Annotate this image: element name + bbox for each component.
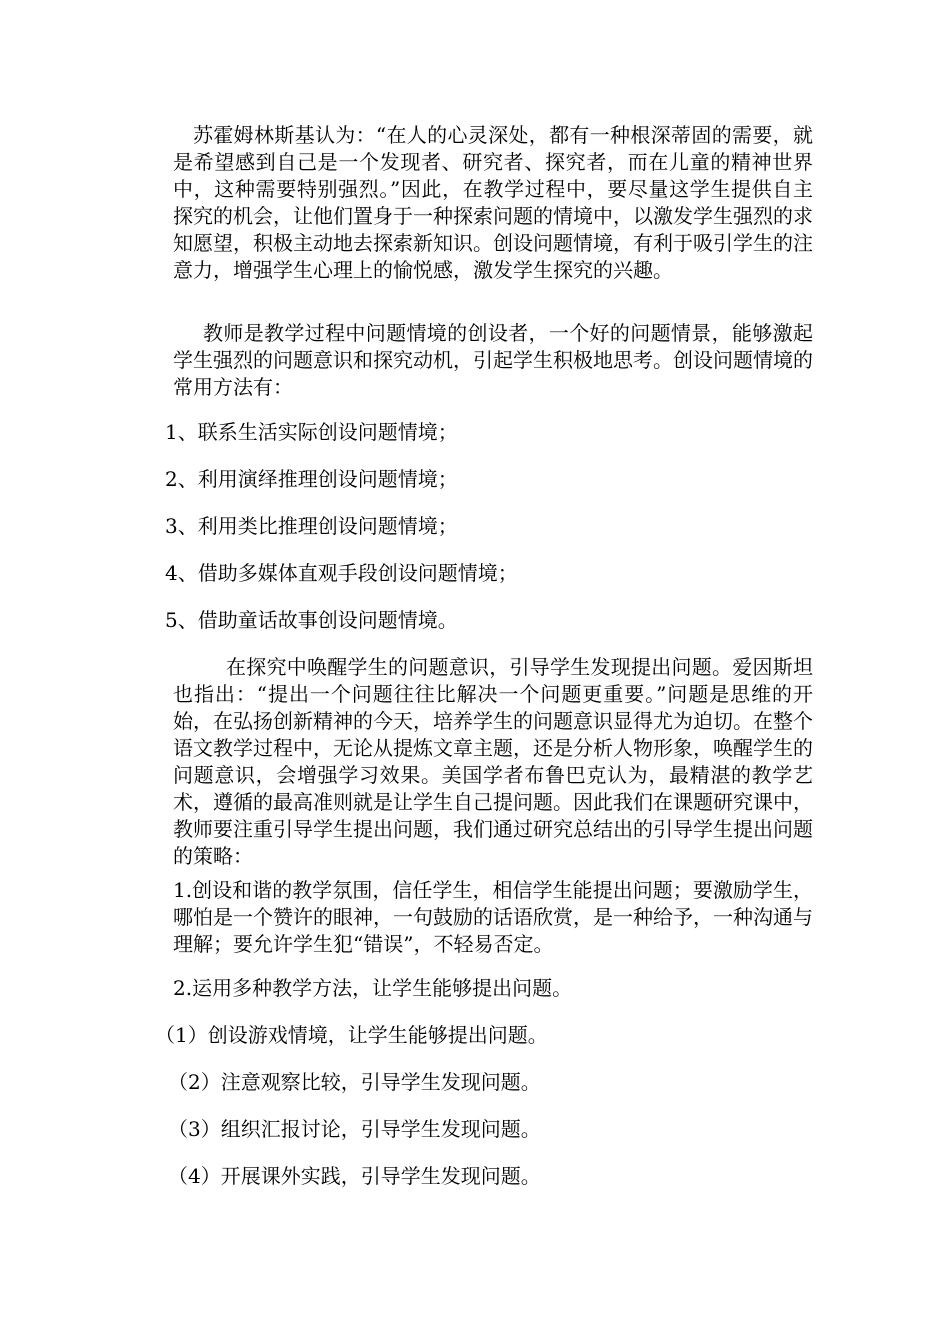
- method-item-1: 1、联系生活实际创设问题情境；: [165, 420, 458, 444]
- paragraph-5: 2.运用多种教学方法，让学生能够提出问题。: [173, 976, 573, 1000]
- paragraph-4: 1.创设和谐的教学氛围，信任学生，相信学生能提出问题；要激励学生，哪怕是一个赞许的眼神，一句鼓励的话语欣赏，是一种给予，一种沟通与理解；要允许学生犯“错误”，不轻易否定。: [173, 878, 813, 956]
- method-item-5: 5、借助童话故事创设问题情境。: [165, 608, 458, 632]
- strategy-item-4: （4）开展课外实践，引导学生发现问题。: [168, 1164, 541, 1188]
- method-item-2: 2、利用演绎推理创设问题情境；: [165, 467, 458, 491]
- strategy-item-1: （1）创设游戏情境，让学生能够提出问题。: [155, 1023, 548, 1047]
- method-item-3: 3、利用类比推理创设问题情境；: [165, 514, 458, 538]
- method-item-4: 4、借助多媒体直观手段创设问题情境；: [165, 561, 518, 585]
- paragraph-1: 苏霍姆林斯基认为：“在人的心灵深处，都有一种根深蒂固的需要，就是希望感到自己是一个发现者、研究者、探究者，而在儿童的精神世界中，这种需要特别强烈。”因此，在教学过程中，要尽量这学生提供自主探究的机会，让他们置身于一种探索问题的情境中，以激发学生强烈的求知愿望，积极主动地去探索新知识。创设问题情境，有利于吸引学生的注意力，增强学生心理上的愉悦感，激发学生探究的兴趣。: [173, 123, 813, 282]
- paragraph-3: 在探究中唤醒学生的问题意识，引导学生发现提出问题。爱因斯坦也指出：“提出一个问题往往比解决一个问题更重要。”问题是思维的开始，在弘扬创新精神的今天，培养学生的问题意识显得尤为迫切。在整个语文教学过程中，无论从提炼文章主题，还是分析人物形象，唤醒学生的问题意识，会增强学习效果。美国学者布鲁巴克认为，最精湛的教学艺术，遵循的最高准则就是让学生自己提问题。因此我们在课题研究课中，教师要注重引导学生提出问题，我们通过研究总结出的引导学生提出问题的策略：: [173, 655, 813, 868]
- paragraph-2: 教师是教学过程中问题情境的创设者，一个好的问题情景，能够激起学生强烈的问题意识和探究动机，引起学生积极地思考。创设问题情境的常用方法有：: [173, 321, 813, 399]
- strategy-item-3: （3）组织汇报讨论，引导学生发现问题。: [168, 1117, 541, 1141]
- strategy-item-2: （2）注意观察比较，引导学生发现问题。: [168, 1070, 541, 1094]
